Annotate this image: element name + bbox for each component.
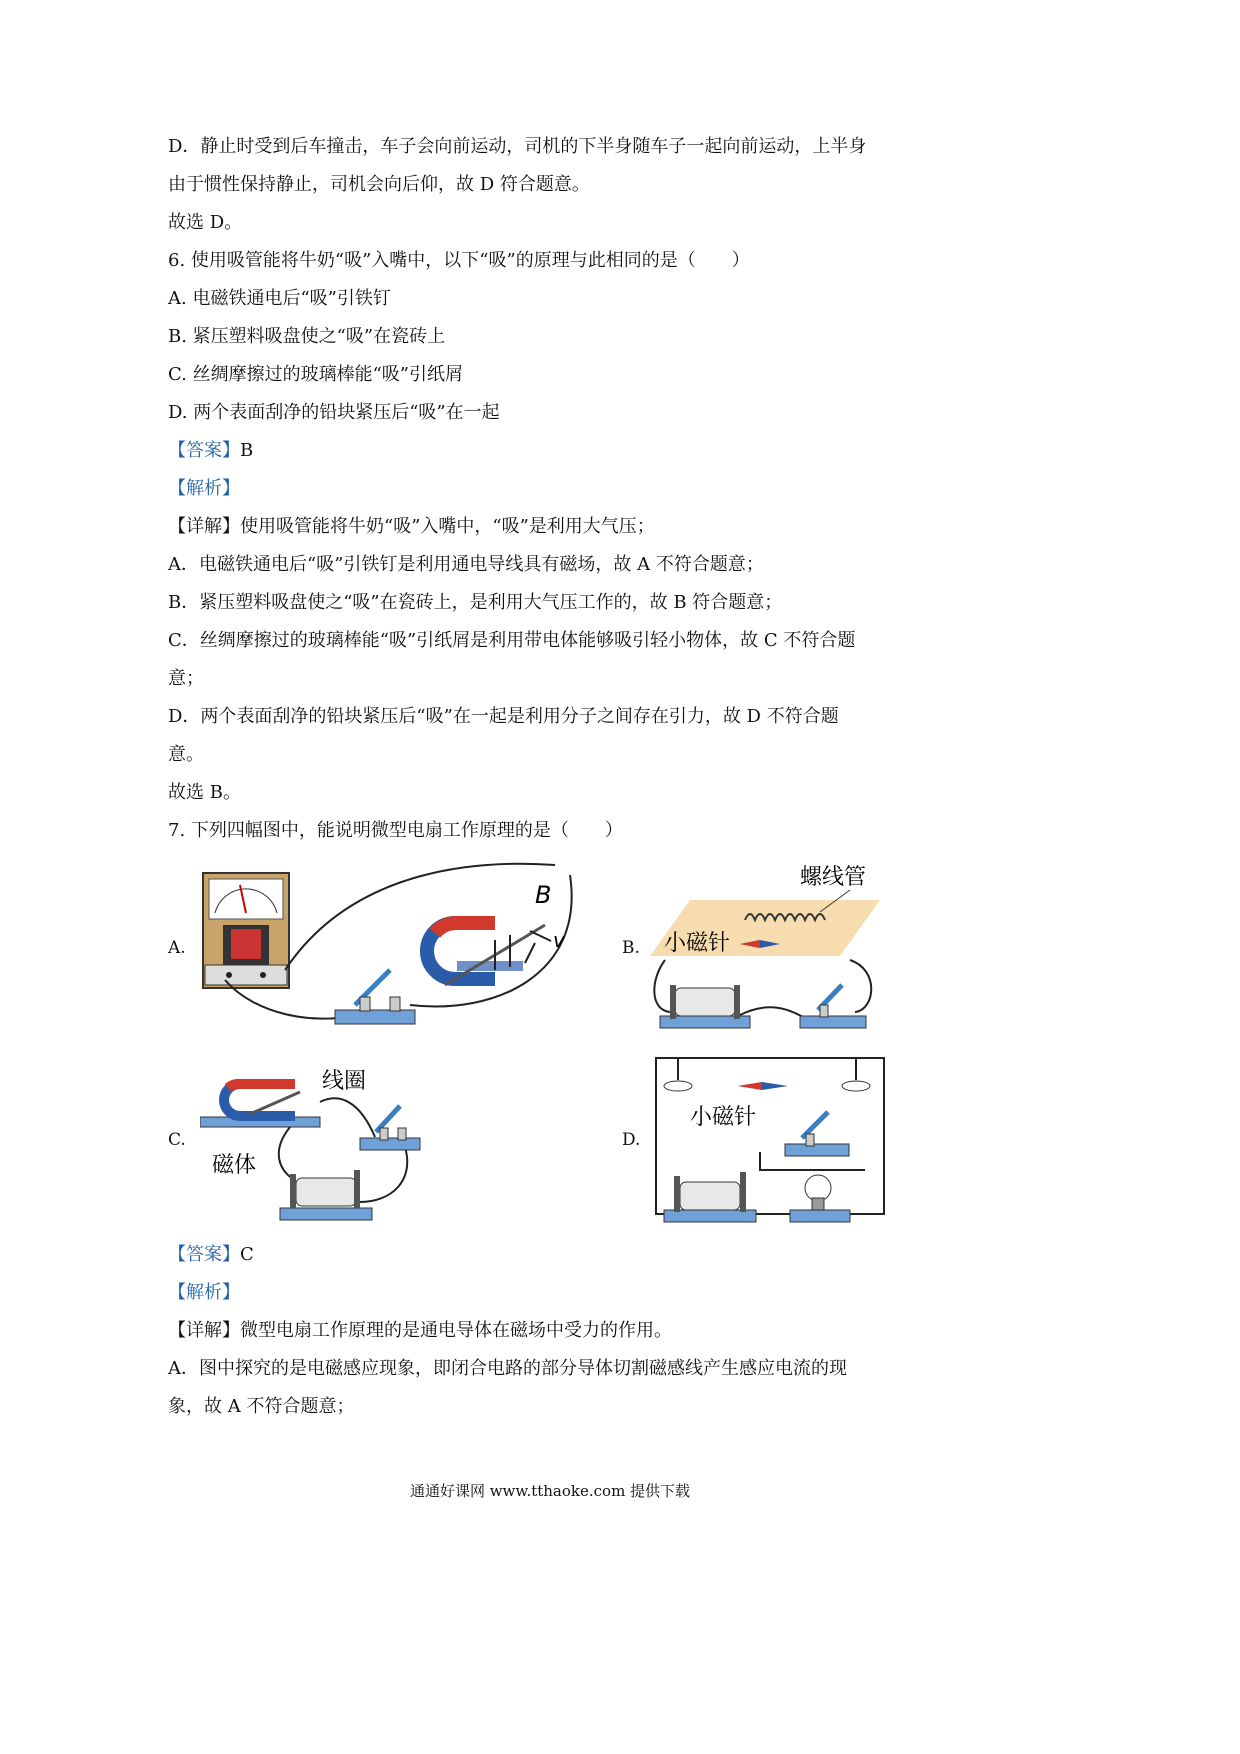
text-line: D．静止时受到后车撞击，车子会向前运动，司机的下半身随车子一起向前运动，上半身 [168,136,867,157]
detail-tag: 【详解】 [168,516,240,537]
velocity-label: v [553,928,565,952]
horseshoe-magnet-icon [200,1084,320,1127]
battery-icon [280,1170,372,1220]
analysis-tag-6: 【解析】 [168,478,240,499]
figure-c-diagram [200,1062,430,1237]
explain-6c: C．丝绸摩擦过的玻璃棒能“吸”引纸屑是利用带电体能够吸引轻小物体，故 C 不符合题 [168,630,856,651]
explain-6c-cont: 意； [168,668,204,689]
galvanometer-icon [203,873,289,988]
coil-wire [250,1092,300,1114]
detail-7 [168,1319,672,1343]
figure-a-diagram [195,855,595,1040]
switch-icon [785,1112,849,1156]
explain-6d: D．两个表面刮净的铅块紧压后“吸”在一起是利用分子之间存在引力，故 D 不符合题 [168,706,839,727]
light-bulb-icon [790,1175,850,1222]
battery-icon [660,985,750,1028]
figure-b-diagram [650,860,890,1035]
answer-7 [168,1243,254,1267]
answer-6 [168,439,253,463]
horseshoe-magnet-icon [427,923,523,979]
text-line: 由于惯性保持静止，司机会向后仰，故 D 符合题意。 [168,174,590,195]
figure-c-option: C. [168,1130,186,1150]
answer-tag: 【答案】 [168,440,240,461]
field-label: B [535,881,552,909]
question-6: 6. 使用吸管能将牛奶“吸”入嘴中，以下“吸”的原理与此相同的是（ ） [168,250,750,271]
explain-7a-cont: 象，故 A 不符合题意； [168,1396,355,1417]
magnet-label: 磁体 [212,1153,257,1178]
figure-d-diagram [650,1052,890,1232]
option-6c: C. 丝绸摩擦过的玻璃棒能“吸”引纸屑 [168,364,463,385]
option-6d: D. 两个表面刮净的铅块紧压后“吸”在一起 [168,402,500,423]
figure-d-option: D. [622,1130,641,1150]
option-6a: A. 电磁铁通电后“吸”引铁钉 [168,288,391,309]
page-footer: 通通好课网 www.tthaoke.com 提供下载 [409,1482,691,1500]
explain-7a: A．图中探究的是电磁感应现象，即闭合电路的部分导体切割磁感线产生感应电流的现 [168,1358,847,1379]
switch-icon [800,985,866,1028]
explain-6b: B．紧压塑料吸盘使之“吸”在瓷砖上，是利用大气压工作的，故 B 符合题意； [168,592,783,613]
explain-6d-cont: 意。 [168,744,204,765]
detail-tag: 【详解】 [168,1320,240,1341]
answer-value: C [240,1244,254,1265]
answer-value: B [240,440,254,461]
answer-tag: 【答案】 [168,1244,240,1265]
explain-6a: A．电磁铁通电后“吸”引铁钉是利用通电导线具有磁场，故 A 不符合题意； [168,554,764,575]
coil-label: 线圈 [322,1069,367,1094]
option-6b: B. 紧压塑料吸盘使之“吸”在瓷砖上 [168,326,446,347]
switch-icon [360,1106,420,1150]
text-line: 故选 D。 [168,212,243,233]
select-6: 故选 B。 [168,782,241,803]
compass-needle-icon [738,1082,788,1090]
detail-text: 使用吸管能将牛奶“吸”入嘴中，“吸”是利用大气压； [240,516,655,537]
detail-6 [168,515,655,539]
analysis-tag-7: 【解析】 [168,1282,240,1303]
figure-a-option: A. [168,938,186,958]
figure-b-option: B. [622,938,640,958]
switch-icon [335,970,415,1024]
needle-label: 小磁针 [664,931,731,956]
solenoid-label: 螺线管 [800,865,867,890]
detail-text: 微型电扇工作原理的是通电导体在磁场中受力的作用。 [240,1320,672,1341]
battery-icon [664,1172,756,1222]
question-7: 7. 下列四幅图中，能说明微型电扇工作原理的是（ ） [168,820,623,841]
needle-label: 小磁针 [690,1105,757,1130]
